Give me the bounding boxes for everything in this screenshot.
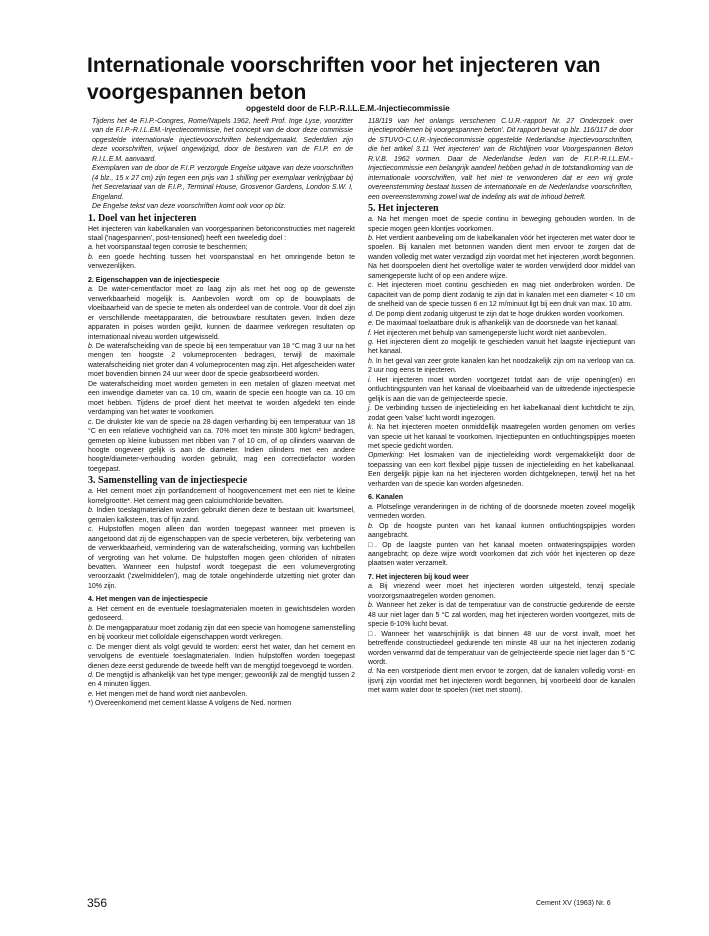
item-letter: j.: [368, 405, 372, 413]
paragraph: Het injecteren van kabelkanalen van voorgespannen betonconstructies met nagerekt staal ('nagespannen', post-tensioned) heeft een tweeledig doel :: [88, 225, 355, 242]
paragraph: Opmerking: Het losmaken van de injectieleiding wordt vergemakkelijkt door de toepassing van een kort flexibel pijpje tussen de injectieleiding en het kabelkanaal. Een dergelijk pijpje kan na het injecteren worden dichtgeknepen, terwijl het na het verharden van de specie kan worden afgesneden.: [368, 452, 635, 488]
journal-reference: Cement XV (1963) Nr. 6: [536, 900, 611, 907]
item-letter: a.: [88, 286, 94, 294]
item-letter: c.: [88, 526, 94, 534]
item-letter: g.: [368, 338, 374, 346]
intro-left: [88, 117, 355, 212]
item-letter: i.: [368, 376, 372, 384]
item-letter: b.: [368, 602, 374, 610]
item-letter: a.: [88, 488, 94, 496]
paragraph: a. het voorspanstaal tegen corrosie te beschermen;: [88, 244, 248, 252]
footnote: *) Overeenkomend met cement klasse A volgens de Ned. normen: [88, 700, 292, 708]
item-letter: d.: [368, 310, 374, 318]
paragraph: b. De waterafscheiding van de specie bij een temperatuur van 18 °C mag 3 uur na het mengen ten hoogste 2 volumeprocenten bedragen, terwijl de maximale waterafscheiding niet groter dan 4 volumeprocenten mag zijn. Het afgescheiden water moet bovendien binnen 24 uur weer door de specie geabsorbeerd worden.: [88, 343, 355, 379]
paragraph: a. De water-cementfactor moet zo laag zijn als met het oog op de gewenste verwerkbaarheid mogelijk is. Aanbevolen wordt om op de bouwplaats de vloeibaarheid van de specie te meten als onderdeel van de controle. Voor dit doel zijn er verschillende meetapparaten, die betrouwbare resultaten geven. Indien deze apparaten in poises worden geijkt, kunnen de daarmee verkregen resultaten op internationaal niveau worden uitgewisseld.: [88, 286, 355, 341]
item-letter: e.: [368, 320, 374, 328]
item-letter: a.: [368, 216, 374, 224]
item-letter: a.: [88, 244, 94, 252]
paragraph: b. De mengapparatuur moet zodanig zijn dat een specie van homogene samenstelling en bij voorkeur met colloïdale eigenschappen wordt verkregen.: [88, 624, 355, 642]
item-letter: k.: [368, 424, 374, 432]
item-letter: a.: [88, 605, 94, 613]
item-letter: c.: [368, 282, 374, 290]
intro-right: [368, 117, 635, 202]
item-letter: c.: [88, 418, 94, 426]
paragraph: d. De pomp dient zodanig uitgerust te zijn dat te hoge drukken worden voorkomen.: [368, 310, 625, 318]
left-body: [88, 213, 355, 709]
paragraph: □. Wanneer het waarschijnlijk is dat binnen 48 uur de vorst invalt, moet het betreffende constructiedeel gedurende ten minste 48 uur na het injecteren zodanig worden verwarmd dat de temperatuur van de geïnjecteerde specie niet lager dan 5 °C wordt.: [368, 630, 635, 667]
paragraph: De waterafscheiding moet worden gemeten in een metalen of glazen meetvat met een inwendige diameter van ca. 10 cm, waarin de specie een hoogte van ca. 10 cm moet hebben. Tijdens de proef dient het meetvat te worden afgedekt ten einde verdamping van het water te voorkomen.: [88, 380, 355, 417]
paragraph: d. De mengtijd is afhankelijk van het type menger; gewoonlijk zal de mengtijd tussen 2 en 4 minuten liggen.: [88, 672, 355, 689]
paragraph: j. De verbinding tussen de injectieleiding en het kabelkanaal dient luchtdicht te zijn, zodat geen 'valse' lucht wordt ingezogen.: [368, 405, 635, 422]
item-letter: b.: [88, 507, 94, 515]
paragraph: c. Hulpstoffen mogen alleen dan worden toegepast wanneer met proeven is aangetoond dat zij de eigenschappen van de specie verbeteren, bijv. verbetering van de verwerkbaarheid, vermindering van de waterafscheiding, vorming van luchtbellen of vergroting van het volume. De hulpstoffen mogen geen chloriden of nitraten bevatten. Wanneer een hulpstof wordt toegepast die een volumevergroting veroorzaakt ('zwelmiddelen'), mag de totale ongehinderde uitzetting niet groter dan 10% zijn.: [88, 526, 355, 590]
item-letter: b.: [88, 343, 94, 351]
paragraph: c. De drukster kte van de specie na 28 dagen verharding bij een temperatuur van 18 °C en een relatieve vochtigheid van ca. 70% moet ten minste 300 kg/cm² bedragen, gemeten op kleine kubussen met ribben van 7 of 10 cm, of op cilinders waarvan de hoogte ongeveer gelijk is aan de diameter. Indien cilinders met een andere hoogte/diameter-verhouding worden gebruikt, mag een correctiefactor worden toegepast.: [88, 418, 355, 473]
page-number: 356: [87, 896, 108, 910]
intro-paragraph: 118/119 van het onlangs verschenen C.U.R.-rapport Nr. 27 Onderzoek over injectieproblemen bij voorgespannen beton'. Dit rapport bevat op blz. 116/117 de door de STUVO-C.U.R.-Injectiecommissie opgestelde Nederlandse Injectievoorschriften, die het artikel 3.11 'Het injecteren' van de Richtlijnen voor Voorgespannen Beton R.V.B. 1962 vormen. Daar de Nederlandse leden van de F.I.P.-R.I.L.EM.-Injectiecommissie een belangrijk aandeel hebben gehad in de totstandkoming van de internationale voorschriften, valt het niet te verwonderen dat er een vrij grote overeenstemming bestaat tussen de internationale en de Nederlandse voorschriften, een overeenstemming zowel wat de indeling als wat de inhoud betreft.: [368, 118, 633, 201]
intro-paragraph: Tijdens het 4e F.I.P.-Congres, Rome/Napels 1962, heeft Prof. Inge Lyse, voorzitter van de F.I.P.-R.I.L.EM.-Injectiecommissie, het concept van de door deze commissie opgestelde internationale injectievoorschriften bekendgemaakt. Sedertdien zijn deze voorschriften, vrijwel ongewijzigd, door de besturen van de F.I.P. en de R.I.L.E.M. aanvaard.: [92, 118, 353, 163]
paragraph: i. Het injecteren moet worden voortgezet totdat aan de vrije opening(en) en ontluchtingspunten van het kanaal de vloeibaarheid van de uittredende injectiespecie gelijk is aan die van de geïnjecteerde specie.: [368, 376, 635, 403]
paragraph: b. een goede hechting tussen het voorspanstaal en het omringende beton te verwezenlijken.: [88, 253, 355, 271]
right-column: [368, 117, 635, 696]
paragraph: f. Het injecteren met behulp van samengeperste lucht wordt niet aanbevolen.: [368, 329, 607, 337]
intro-paragraph: Exemplaren van de door de F.I.P. verzorgde Engelse uitgave van deze voorschriften (4 blz., 15 x 27 cm) zijn tegen een prijs van 1 shilling per exemplaar verkrijgbaar bij het Secretariaat van de F.I.P., Terminal House, Grosvenor Gardens, London S.W. I, Engeland.: [92, 165, 353, 201]
paragraph: e. Het mengen met de hand wordt niet aanbevolen.: [88, 690, 248, 698]
item-letter: d.: [88, 672, 94, 680]
paragraph: c. Het injecteren moet continu geschieden en mag niet onderbroken worden. De capaciteit van de pomp dient zodanig te zijn dat in kanalen met een diameter < 10 cm de snelheid van de specie tussen 6 en 12 m/minuut ligt bij een druk van max. 10 atm.: [368, 282, 635, 309]
left-column: [88, 117, 355, 709]
item-letter: c.: [88, 643, 94, 651]
item-letter: □.: [368, 541, 378, 549]
paragraph: a. Plotselinge veranderingen in de richting of de doorsnede moeten zoveel mogelijk vermeden worden.: [368, 503, 635, 521]
paragraph: k. Na het injecteren moeten onmiddellijk maatregelen worden genomen om verlies van specie uit het kanaal te voorkomen. Injectiepunten en ontluchtingspijpjes moeten met specie gedicht worden.: [368, 424, 635, 450]
subsection-heading: 2. Eigenschappen van de injectiespecie: [88, 276, 220, 284]
paragraph: a. Het cement en de eventuele toeslagmaterialen moeten in gewichtsdelen worden gedoseerd.: [88, 605, 355, 623]
paragraph: d. Na een vorstperiode dient men ervoor te zorgen, dat de kanalen volledig vorst- en ijsvrij zijn voordat met het injecteren wordt begonnen, bij voorbeeld door de kanalen met warm water door te spoelen (niet met stoom).: [368, 668, 635, 695]
section-heading: 3. Samenstelling van de injectiespecie: [88, 475, 248, 487]
item-letter: f.: [368, 329, 372, 337]
article-subtitle: opgesteld door de F.I.P.-R.I.L.E.M.-Injectiecommissie: [246, 104, 450, 113]
section-heading: 1. Doel van het injecteren: [88, 212, 197, 224]
paragraph: e. De maximaal toelaatbare druk is afhankelijk van de doorsnede van het kanaal.: [368, 320, 619, 328]
subsection-heading: 4. Het mengen van de injectiespecie: [88, 596, 208, 604]
item-letter: Opmerking:: [368, 452, 405, 460]
paragraph: b. Het verdient aanbeveling om de kabelkanalen vóór het injecteren met water door te spoelen. Bij kanalen met betonnen wanden dient men ervoor te zorgen dat de wanden volledig met water verzadigd zijn voordat met het injecteren ,wordt begonnen. Na het doorspoelen dient het overtollige water te worden verwijderd door middel van samengeperste lucht of op een andere wijze.: [368, 234, 635, 280]
item-letter: a.: [368, 503, 374, 511]
item-letter: b.: [368, 234, 374, 242]
paragraph: g. Het injecteren dient zo mogelijk te geschieden vanuit het laagste injectiepunt van het kanaal.: [368, 338, 635, 356]
paragraph: b. Op de hoogste punten van het kanaal kunnen ontluchtingspijpjes worden aangebracht.: [368, 522, 635, 540]
item-letter: b.: [368, 522, 374, 530]
paragraph: a. Bij vriezend weer moet het injecteren worden uitgesteld, tenzij speciale voorzorgsmaatregelen worden genomen.: [368, 583, 635, 600]
item-letter: h.: [368, 357, 374, 365]
item-letter: e.: [88, 690, 94, 698]
paragraph: b. Wanneer het zeker is dat de temperatuur van de constructie gedurende de eerste 48 uur niet lager dan 5 °C zal worden, mag het injecteren worden voortgezet, mits de specie 6-10% lucht bevat.: [368, 602, 635, 629]
intro-paragraph: De Engelse tekst van deze voorschriften komt ook voor op blz.: [92, 203, 286, 211]
paragraph: b. Indien toeslagmaterialen worden gebruikt dienen deze te bestaan uit: kwartsmeel, gemalen kalksteen, tras of fijn zand.: [88, 507, 355, 524]
article-title: Internationale voorschriften voor het injecteren van voorgespannen beton: [87, 54, 601, 104]
item-letter: b.: [88, 253, 94, 261]
subsection-heading: 6. Kanalen: [368, 494, 404, 502]
paragraph: h. In het geval van zeer grote kanalen kan het noodzakelijk zijn om na verloop van ca. 2 uur nog eens te injecteren.: [368, 357, 635, 375]
item-letter: □.: [368, 630, 377, 638]
item-letter: b.: [88, 624, 94, 632]
section-heading: 5. Het injecteren: [368, 203, 439, 215]
right-body: [368, 203, 635, 696]
item-letter: d.: [368, 668, 374, 676]
item-letter: a.: [368, 583, 374, 591]
paragraph: a. Het cement moet zijn portlandcement of hoogovencement met een niet te kleine korrelgrootte*. Het cement mag geen calciumchloride bevatten.: [88, 488, 355, 505]
paragraph: a. Na het mengen moet de specie continu in beweging gehouden worden. In de specie mogen geen klontjes voorkomen.: [368, 216, 635, 233]
paragraph: □. Op de laagste punten van het kanaal moeten ontwateringspijpjes worden aangebracht; op deze wijze wordt voorkomen dat zich vóór het injecteren op deze plaatsen water verzamelt.: [368, 541, 635, 568]
paragraph: c. De menger dient als volgt gevuld te worden: eerst het water, dan het cement en vervolgens de eventuele toeslagmaterialen. Indien hulpstoffen worden toegepast dienen deze eerst gedurende de tweede helft van de mengtijd toegevoegd te worden.: [88, 643, 355, 670]
subsection-heading: 7. Het injecteren bij koud weer: [368, 573, 469, 581]
